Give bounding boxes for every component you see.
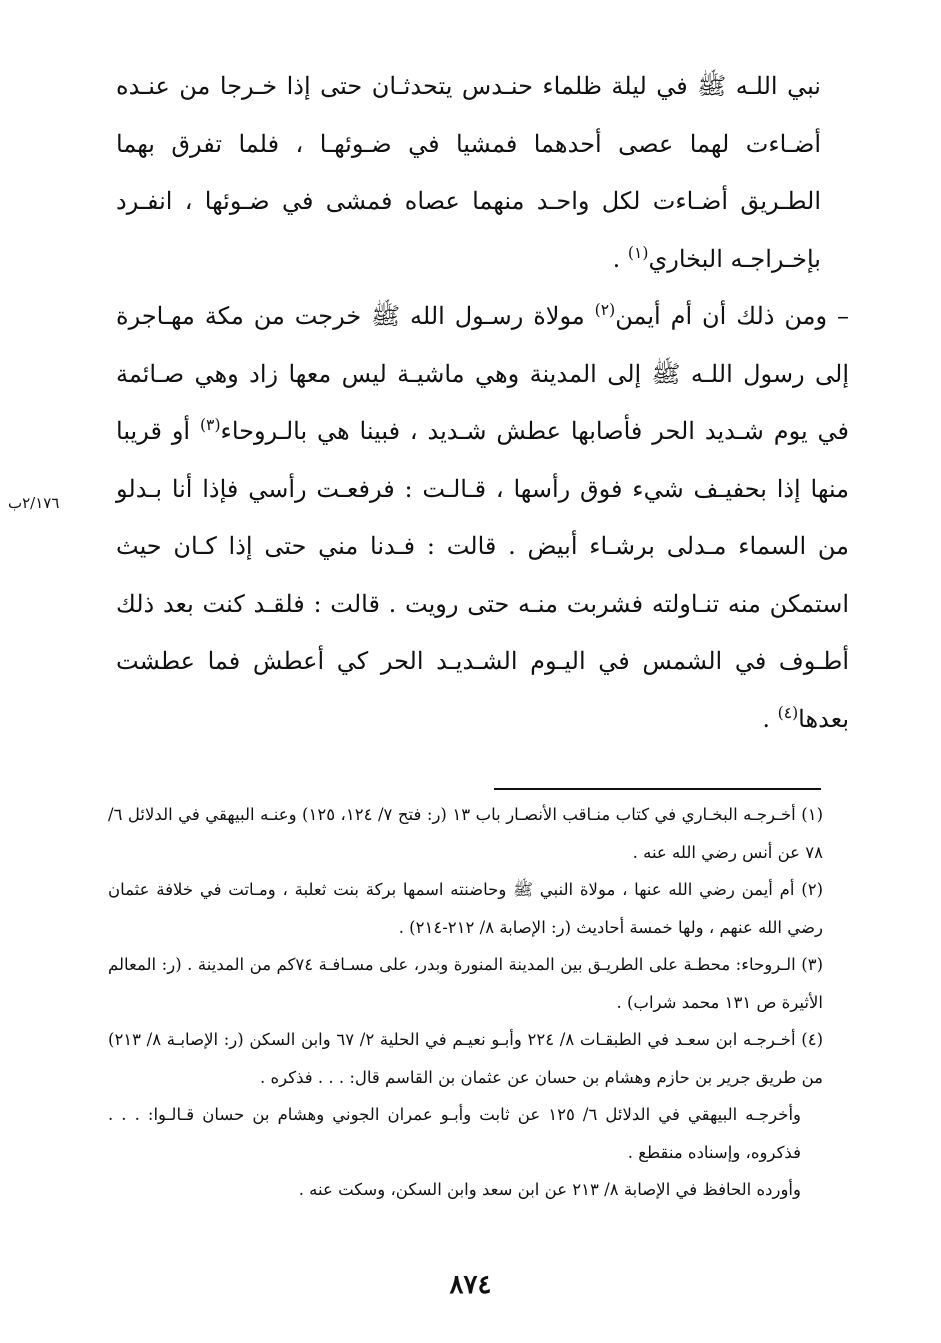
footnote-ref-2: (٢) (594, 301, 616, 319)
footnote-1: (١) أخـرجـه البخـاري في كتاب منـاقب الأنصـار باب ١٣ (ر: فتح ٧/ ١٢٤، ١٢٥) وعنـه البيهقي في الدلائل ٦/ ٧٨ عن أنس رضي الله عنه . (108, 805, 823, 862)
footnotes (108, 796, 823, 1209)
page-number: ٨٧٤ (449, 1270, 492, 1300)
footnote-4-continuation-1: وأخرجـه البيهقي في الدلائل ٦/ ١٢٥ عن ثابت وأبـو عمران الجوني وهشام بن حسان قـالـوا: . . . فذكروه، وإسناده منقطع . (108, 1105, 801, 1162)
paragraph-2-end: . (762, 704, 778, 733)
paragraph-2-text-a: – ومن ذلك أن أم أيمن (615, 302, 849, 330)
paragraph-2-text-b: مولاة رسـول الله ﷺ خرجت من مكة مهـاجرة إلى رسول اللـه ﷺ إلى المدينة وهي ماشيـة ليس معها زاد وهي صـائمة في يوم شـديد الحر فأصابها عطش شـديد ، فبينا هي بالـروحاء (116, 302, 850, 445)
footnote-3: (٣) الـروحاء: محطـة على الطريـق بين المدينة المنورة وبدر، على مسـافـة ٧٤كم من المدينة . (ر: المعالم الأثيرة ص ١٣١ محمد شراب) . (108, 955, 824, 1012)
footnote-separator (494, 788, 821, 790)
footnote-2: (٢) أم أيمن رضي الله عنها ، مولاة النبي ﷺ وحاضنته اسمها بركة بنت ثعلبة ، ومـاتت في خلافة عثمان رضي الله عنهم ، ولها خمسة أحاديث (ر: الإصابة ٨/ ٢١٢-٢١٤) . (108, 880, 823, 937)
footnote-ref-1: (١) (627, 243, 649, 262)
main-text (116, 58, 850, 748)
footnote-4-continuation-2: وأورده الحافظ في الإصابة ٨/ ٢١٣ عن ابن سعد وابن السكن، وسكت عنه . (298, 1180, 801, 1199)
paragraph-1 (116, 58, 821, 288)
paragraph-1-end: . (612, 244, 628, 273)
footnote-ref-4: (٤) (777, 703, 799, 722)
paragraph-2 (116, 288, 849, 748)
manuscript-folio-note: ٢/١٧٦ب (8, 494, 60, 512)
paragraph-2-text-c: أو قريبا منها إذا بحفيـف شيء فوق رأسها ، قـالـت : فرفعـت رأسي فإذا أنا بـدلو من السماء مـدلى برشـاء أبيض . قالت : فـدنا مني حتى إذا كـان حيث استمكن منه تنـاولته فشربت منـه حتى رويت . قالت : فلقـد كنت بعد ذلك أطـوف في الشمس في اليـوم الشـديـد الحر كي أعطش فما عطشت بعدها (116, 417, 849, 733)
footnote-ref-3: (٣) (199, 416, 221, 434)
paragraph-1-text: نبي اللـه ﷺ في ليلة ظلماء حنـدس يتحدثـان حتى إذا خـرجا من عنـده أضـاءت لهما عصى أحدهما فمشيا في ضـوئهـا ، فلما تفرق بهما الطـريق أضـاءت لكل واحـد منهما عصاه فمشى في ضـوئها ، انفـرد بإخـراجـه البخاري (116, 72, 821, 273)
footnote-4: (٤) أخـرجـه ابن سعـد في الطبقـات ٨/ ٢٢٤ وأبـو نعيـم في الحلية ٢/ ٦٧ وابن السكن (ر: الإصابـة ٨/ ٢١٣) من طريق جرير بن حازم وهشام بن حسان عن عثمان بن القاسم قال: . . . فذكره . (108, 1030, 823, 1087)
